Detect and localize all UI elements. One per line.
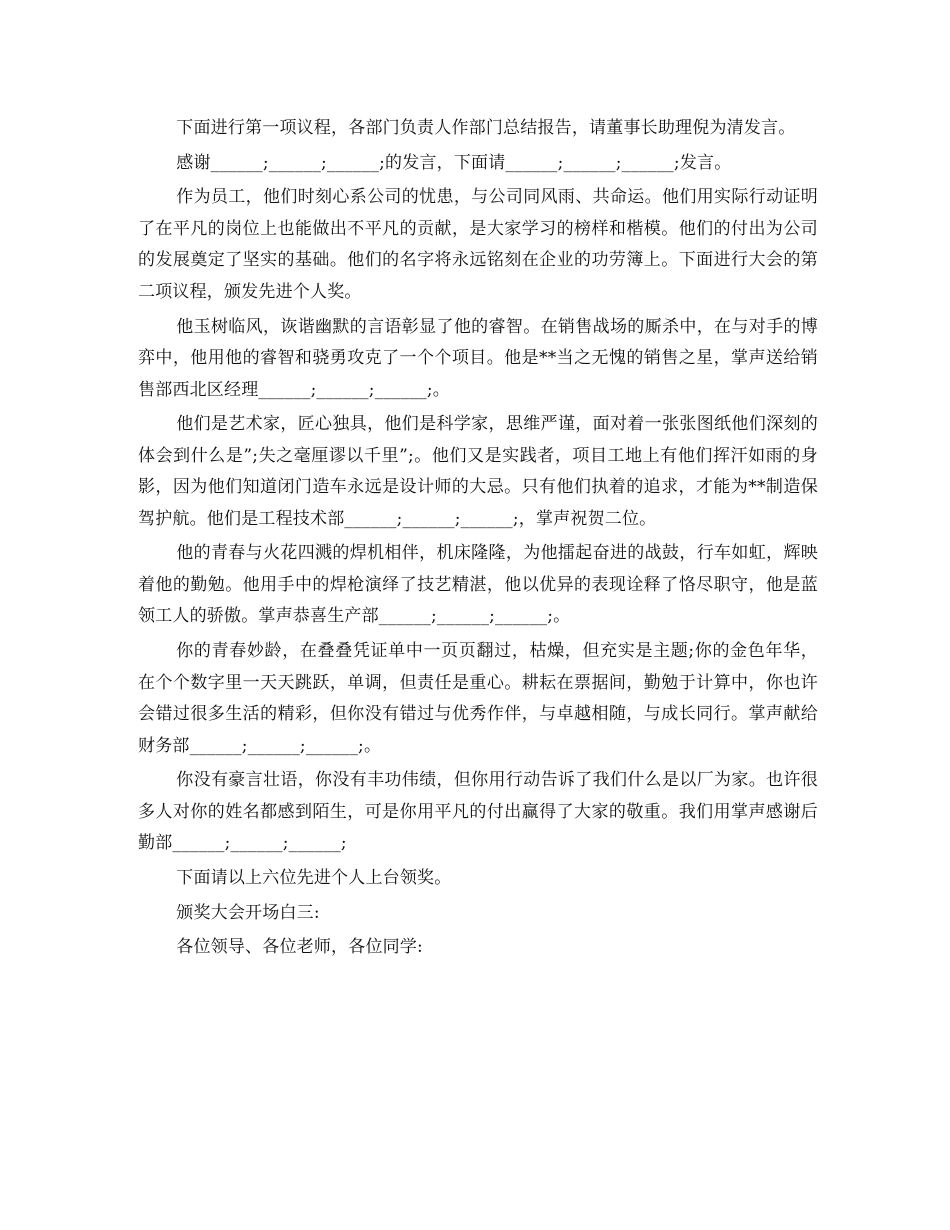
paragraph-logistics: 你没有豪言壮语，你没有丰功伟绩，但你用行动告诉了我们什么是以厂为家。也许很多人对你的姓名都感到陌生，可是你用平凡的付出赢得了大家的敬重。我们用掌声感谢后勤部______;______;______; [138,770,818,854]
paragraph-production: 他的青春与火花四溅的焊机相伴，机床隆隆，为他擂起奋进的战鼓，行车如虹，辉映着他的勤勉。他用手中的焊枪演绎了技艺精湛，他以优异的表现诠释了恪尽职守，他是蓝领工人的骄傲。掌声恭喜生产部______;______;______;。 [138,543,818,627]
paragraph-award-call: 下面请以上六位先进个人上台领奖。 [176,868,452,888]
paragraph-agenda-one: 下面进行第一项议程，各部门负责人作部门总结报告，请董事长助理倪为清发言。 [176,118,796,138]
paragraph-greeting: 各位领导、各位老师，各位同学: [176,937,423,958]
paragraph-employees: 作为员工，他们时刻心系公司的忧患，与公司同风雨、共命运。他们用实际行动证明了在平凡的岗位上也能做出不平凡的贡献，是大家学习的榜样和楷模。他们的付出为公司的发展奠定了坚实的基础。他们的名字将永远铭刻在企业的功劳簿上。下面进行大会的第二项议程，颁发先进个人奖。 [138,187,818,302]
paragraph-finance: 你的青春妙龄，在叠叠凭证单中一页页翻过，枯燥，但充实是主题;你的金色年华，在个个数字里一天天跳跃，单调，但责任是重心。耕耘在票据间，勤勉于计算中，你也许会错过很多生活的精彩，但你没有错过与优秀作伴，与卓越相随，与成长同行。掌声献给财务部______;______;______;。 [138,641,818,756]
paragraph-opening-three: 颁奖大会开场白三: [176,902,320,923]
paragraph-thanks: 感谢______;______;______;的发言，下面请______;______;______;发言。 [176,152,732,173]
paragraph-sales-star: 他玉树临风，诙谐幽默的言语彰显了他的睿智。在销售战场的厮杀中，在与对手的博弈中，他用他的睿智和骁勇攻克了一个个项目。他是**当之无愧的销售之星，掌声送给销售部西北区经理______;______;______;。 [138,316,818,400]
paragraph-engineering: 他们是艺术家，匠心独具，他们是科学家，思维严谨，面对着一张张图纸他们深刻的体会到什么是”;失之毫厘谬以千里”;。他们又是实践者，项目工地上有他们挥汗如雨的身影，因为他们知道闭门造车永远是设计师的大忌。只有他们执着的追求，才能为**制造保驾护航。他们是工程技术部______;______;______;，掌声祝贺二位。 [138,414,818,529]
document-body [138,113,818,967]
